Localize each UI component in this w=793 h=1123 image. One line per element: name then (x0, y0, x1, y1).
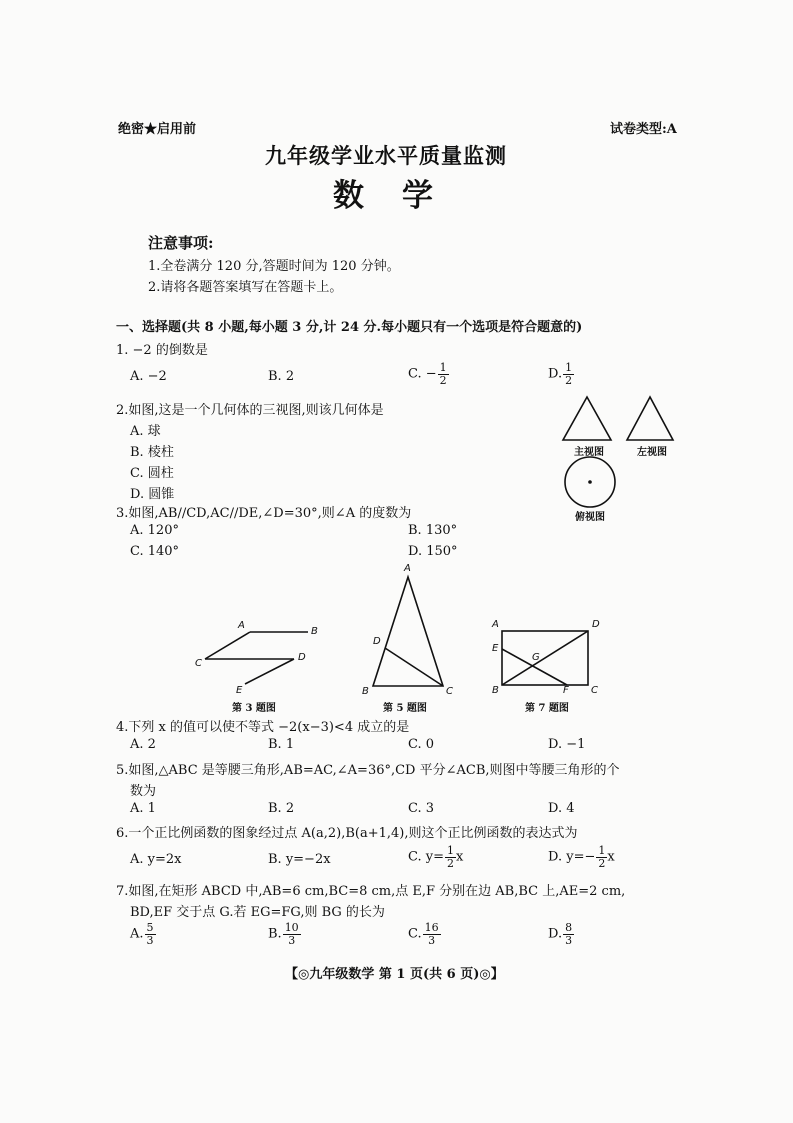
fig5-point-b: B (362, 686, 369, 697)
fig5-point-a: A (404, 563, 411, 574)
q5-option-a: A. 1 (130, 801, 156, 816)
q1-stem: 1. −2 的倒数是 (116, 343, 208, 358)
fig3-point-e: E (236, 685, 243, 696)
q5-stem-line1: 5.如图,△ABC 是等腰三角形,AB=AC,∠A=36°,CD 平分∠ACB,则图中等腰三角形的个 (116, 763, 620, 778)
q6-stem: 6.一个正比例函数的图象经过点 A(a,2),B(a+1,4),则这个正比例函数的表达式为 (116, 826, 578, 841)
q5-option-b: B. 2 (268, 801, 295, 816)
note-item: 1.全卷满分 120 分,答题时间为 120 分钟。 (148, 259, 400, 274)
fig7-point-d: D (592, 619, 600, 630)
q6-option-a: A. y=2x (130, 852, 182, 867)
q2-option-c: C. 圆柱 (130, 466, 174, 481)
q1-option-a: A. −2 (130, 369, 167, 384)
q4-stem: 4.下列 x 的值可以使不等式 −2(x−3)<4 成立的是 (116, 720, 410, 735)
fig7-point-b: B (492, 685, 499, 696)
q4-option-d: D. −1 (548, 737, 586, 752)
front-view-label: 主视图 (574, 447, 604, 458)
section-heading: 一、选择题(共 8 小题,每小题 3 分,计 24 分.每小题只有一个选项是符合题意的) (116, 320, 583, 335)
q7-option-c: C. $\frac{16}{3}$ (408, 921, 439, 947)
fig5-point-d: D (373, 636, 381, 647)
q3-option-a: A. 120° (130, 523, 179, 538)
q2-option-b: B. 棱柱 (130, 445, 174, 460)
q3-option-d: D. 150° (408, 544, 458, 559)
left-view-triangle (627, 397, 673, 440)
fig3-point-d: D (298, 652, 306, 663)
fig7-point-f: F (563, 685, 569, 696)
left-view-label: 左视图 (637, 447, 667, 458)
q1-option-d: D. $\frac{1}{2}$ (548, 361, 573, 387)
q7-option-a: A. $\frac{5}{3}$ (130, 921, 154, 947)
q1-option-b: B. 2 (268, 369, 295, 384)
q7-stem-line2: BD,EF 交于点 G.若 EG=FG,则 BG 的长为 (130, 905, 385, 920)
q6-option-d: D. y=− $\frac{1}{2}$ x (548, 844, 615, 870)
q3-stem: 3.如图,AB//CD,AC//DE,∠D=30°,则∠A 的度数为 (116, 506, 412, 521)
fig5-point-c: C (446, 686, 453, 697)
q2-stem: 2.如图,这是一个几何体的三视图,则该几何体是 (116, 403, 384, 418)
q6-option-b: B. y=−2x (268, 852, 331, 867)
q2-option-a: A. 球 (130, 424, 161, 439)
q5-option-c: C. 3 (408, 801, 435, 816)
note-item: 2.请将各题答案填写在答题卡上。 (148, 280, 343, 295)
exam-title: 九年级学业水平质量监测 (265, 143, 507, 168)
q7-option-b: B. $\frac{10}{3}$ (268, 921, 299, 947)
top-view-circle (565, 457, 615, 507)
fig7-point-c: C (591, 685, 598, 696)
q7-option-d: D. $\frac{8}{3}$ (548, 921, 573, 947)
q4-option-a: A. 2 (130, 737, 156, 752)
fig7-caption: 第 7 题图 (525, 703, 569, 714)
secret-label: 绝密★启用前 (118, 122, 197, 137)
fig3-point-b: B (311, 626, 318, 637)
fig3-caption: 第 3 题图 (232, 703, 276, 714)
fig5-caption: 第 5 题图 (383, 703, 427, 714)
q5-stem-line2: 数为 (130, 784, 157, 799)
fig7-point-g: G (532, 652, 540, 663)
q2-option-d: D. 圆锥 (130, 487, 175, 502)
subject-title: 数学 (333, 178, 471, 214)
fig3-point-a: A (238, 620, 245, 631)
q1-option-c: C. − $\frac{1}{2}$ (408, 361, 447, 387)
page-footer: 【◎九年级数学 第 1 页(共 6 页)◎】 (285, 967, 504, 982)
paper-type-label: 试卷类型:A (610, 122, 677, 137)
q6-option-c: C. y= $\frac{1}{2}$ x (408, 844, 464, 870)
fig7-lines (502, 631, 588, 685)
fig3-point-c: C (195, 658, 202, 669)
q3-option-c: C. 140° (130, 544, 180, 559)
q4-option-b: B. 1 (268, 737, 295, 752)
front-view-triangle (563, 397, 611, 440)
fig3-lines (205, 632, 308, 684)
fig7-point-e: E (492, 643, 499, 654)
fig7-point-a: A (492, 619, 499, 630)
top-view-center-dot (588, 480, 592, 484)
top-view-label: 俯视图 (575, 512, 605, 523)
q5-option-d: D. 4 (548, 801, 575, 816)
notes-heading: 注意事项: (148, 234, 214, 252)
q7-stem-line1: 7.如图,在矩形 ABCD 中,AB=6 cm,BC=8 cm,点 E,F 分别在边 AB,BC 上,AE=2 cm, (116, 884, 626, 899)
fig5-lines (373, 577, 443, 686)
q4-option-c: C. 0 (408, 737, 435, 752)
q3-option-b: B. 130° (408, 523, 458, 538)
